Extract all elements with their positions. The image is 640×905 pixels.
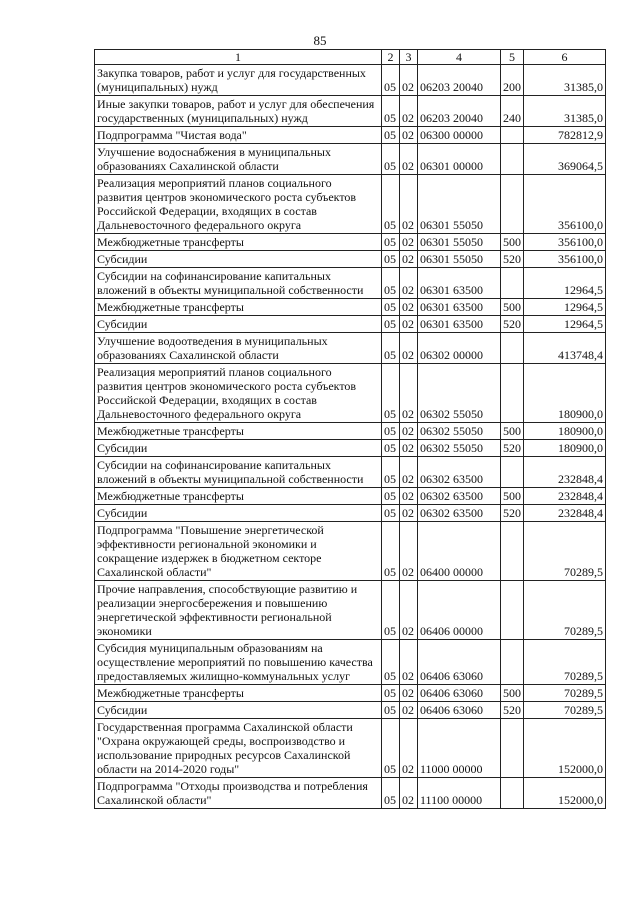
page-number: 85 (313, 33, 327, 48)
row-subsection: 02 (400, 581, 418, 640)
row-target-code: 06301 55050 (418, 251, 501, 268)
row-amount: 31385,0 (524, 65, 606, 96)
row-subsection: 02 (400, 488, 418, 505)
row-amount: 356100,0 (524, 234, 606, 251)
row-expense-type: 520 (501, 702, 524, 719)
table-row (95, 268, 606, 299)
row-name: Государственная программа Сахалинской области "Охрана окружающей среды, воспроизводство и использование природных ресурсов Сахалинской области на 2014-2020 годы" (95, 719, 382, 778)
table-row (95, 316, 606, 333)
row-amount: 180900,0 (524, 364, 606, 423)
row-amount: 70289,5 (524, 581, 606, 640)
table-row (95, 685, 606, 702)
table-row (95, 719, 606, 778)
row-name: Субсидии (95, 505, 382, 522)
row-expense-type (501, 364, 524, 423)
row-target-code: 11000 00000 (418, 719, 501, 778)
row-amount: 232848,4 (524, 457, 606, 488)
row-target-code: 06406 63060 (418, 640, 501, 685)
table-row (95, 175, 606, 234)
row-amount: 369064,5 (524, 144, 606, 175)
row-subsection: 02 (400, 702, 418, 719)
row-expense-type: 500 (501, 423, 524, 440)
row-name: Прочие направления, способствующие развитию и реализации энергосбережения и повышению энергетической эффективности региональной экономики (95, 581, 382, 640)
row-section: 05 (382, 488, 400, 505)
row-amount: 413748,4 (524, 333, 606, 364)
row-amount: 12964,5 (524, 268, 606, 299)
row-target-code: 06302 63500 (418, 505, 501, 522)
row-section: 05 (382, 440, 400, 457)
row-target-code: 06301 55050 (418, 234, 501, 251)
row-amount: 70289,5 (524, 640, 606, 685)
table-row (95, 488, 606, 505)
row-expense-type: 520 (501, 316, 524, 333)
row-subsection: 02 (400, 144, 418, 175)
row-section: 05 (382, 144, 400, 175)
row-subsection: 02 (400, 522, 418, 581)
row-amount: 356100,0 (524, 251, 606, 268)
row-name: Реализация мероприятий планов социального развития центров экономического роста субъектов Российской Федерации, входящих в состав Дальневосточного федерального округа (95, 175, 382, 234)
row-section: 05 (382, 175, 400, 234)
table-row (95, 423, 606, 440)
table-row (95, 640, 606, 685)
row-expense-type: 520 (501, 440, 524, 457)
row-name: Субсидии на софинансирование капитальных вложений в объекты муниципальной собственности (95, 268, 382, 299)
row-section: 05 (382, 364, 400, 423)
row-expense-type (501, 333, 524, 364)
row-target-code: 06302 55050 (418, 440, 501, 457)
row-subsection: 02 (400, 127, 418, 144)
header-row (95, 50, 606, 65)
row-target-code: 11100 00000 (418, 778, 501, 809)
row-target-code: 06301 00000 (418, 144, 501, 175)
row-section: 05 (382, 457, 400, 488)
row-target-code: 06203 20040 (418, 65, 501, 96)
row-subsection: 02 (400, 299, 418, 316)
row-section: 05 (382, 522, 400, 581)
row-subsection: 02 (400, 505, 418, 522)
row-section: 05 (382, 96, 400, 127)
row-section: 05 (382, 333, 400, 364)
row-amount: 152000,0 (524, 719, 606, 778)
row-amount: 356100,0 (524, 175, 606, 234)
row-name: Улучшение водоотведения в муниципальных образованиях Сахалинской области (95, 333, 382, 364)
row-name: Межбюджетные трансферты (95, 234, 382, 251)
row-name: Подпрограмма "Отходы производства и потребления Сахалинской области" (95, 778, 382, 809)
row-subsection: 02 (400, 364, 418, 423)
row-amount: 70289,5 (524, 522, 606, 581)
row-name: Субсидии на софинансирование капитальных вложений в объекты муниципальной собственности (95, 457, 382, 488)
table-row (95, 457, 606, 488)
table-row (95, 96, 606, 127)
row-name: Межбюджетные трансферты (95, 423, 382, 440)
row-target-code: 06406 63060 (418, 702, 501, 719)
row-section: 05 (382, 719, 400, 778)
row-expense-type (501, 144, 524, 175)
row-subsection: 02 (400, 175, 418, 234)
row-name: Субсидии (95, 702, 382, 719)
row-section: 05 (382, 702, 400, 719)
row-subsection: 02 (400, 234, 418, 251)
row-expense-type (501, 640, 524, 685)
row-name: Реализация мероприятий планов социального развития центров экономического роста субъектов Российской Федерации, входящих в состав Дальневосточного федерального округа (95, 364, 382, 423)
table-row (95, 144, 606, 175)
row-section: 05 (382, 423, 400, 440)
row-subsection: 02 (400, 440, 418, 457)
row-subsection: 02 (400, 333, 418, 364)
row-expense-type: 200 (501, 65, 524, 96)
row-section: 05 (382, 778, 400, 809)
row-expense-type: 500 (501, 299, 524, 316)
row-expense-type (501, 175, 524, 234)
row-amount: 12964,5 (524, 316, 606, 333)
table-row (95, 778, 606, 809)
row-expense-type: 500 (501, 234, 524, 251)
table-row (95, 364, 606, 423)
row-name: Субсидия муниципальным образованиям на осуществление мероприятий по повышению качества предоставляемых жилищно-коммунальных услуг (95, 640, 382, 685)
row-amount: 31385,0 (524, 96, 606, 127)
row-amount: 12964,5 (524, 299, 606, 316)
row-subsection: 02 (400, 457, 418, 488)
row-subsection: 02 (400, 719, 418, 778)
table-row (95, 65, 606, 96)
row-expense-type (501, 522, 524, 581)
row-section: 05 (382, 581, 400, 640)
row-name: Субсидии (95, 251, 382, 268)
row-expense-type: 500 (501, 488, 524, 505)
table-row (95, 440, 606, 457)
row-expense-type (501, 457, 524, 488)
row-section: 05 (382, 505, 400, 522)
row-name: Субсидии (95, 440, 382, 457)
row-target-code: 06301 55050 (418, 175, 501, 234)
row-target-code: 06302 00000 (418, 333, 501, 364)
row-expense-type: 240 (501, 96, 524, 127)
row-subsection: 02 (400, 316, 418, 333)
table-row (95, 333, 606, 364)
row-name: Закупка товаров, работ и услуг для государственных (муниципальных) нужд (95, 65, 382, 96)
row-section: 05 (382, 685, 400, 702)
row-section: 05 (382, 65, 400, 96)
row-subsection: 02 (400, 65, 418, 96)
row-subsection: 02 (400, 268, 418, 299)
row-target-code: 06301 63500 (418, 316, 501, 333)
row-target-code: 06400 00000 (418, 522, 501, 581)
row-expense-type (501, 268, 524, 299)
budget-table (94, 49, 606, 809)
table-row (95, 251, 606, 268)
row-section: 05 (382, 268, 400, 299)
row-amount: 232848,4 (524, 505, 606, 522)
header-vr: 5 (501, 50, 524, 65)
row-section: 05 (382, 234, 400, 251)
row-subsection: 02 (400, 423, 418, 440)
row-subsection: 02 (400, 778, 418, 809)
row-expense-type (501, 778, 524, 809)
table-row (95, 505, 606, 522)
row-expense-type (501, 581, 524, 640)
row-expense-type: 500 (501, 685, 524, 702)
row-amount: 70289,5 (524, 702, 606, 719)
row-expense-type: 520 (501, 251, 524, 268)
row-name: Подпрограмма "Повышение энергетической эффективности региональной экономики и сокращение издержек в бюджетном секторе Сахалинской области" (95, 522, 382, 581)
row-target-code: 06302 63500 (418, 457, 501, 488)
row-amount: 180900,0 (524, 423, 606, 440)
row-amount: 232848,4 (524, 488, 606, 505)
row-amount: 180900,0 (524, 440, 606, 457)
row-expense-type: 520 (501, 505, 524, 522)
row-name: Подпрограмма "Чистая вода" (95, 127, 382, 144)
row-name: Улучшение водоснабжения в муниципальных образованиях Сахалинской области (95, 144, 382, 175)
row-target-code: 06301 63500 (418, 299, 501, 316)
table-row (95, 522, 606, 581)
row-target-code: 06406 63060 (418, 685, 501, 702)
row-target-code: 06302 63500 (418, 488, 501, 505)
table-row (95, 299, 606, 316)
table-row (95, 234, 606, 251)
row-subsection: 02 (400, 251, 418, 268)
row-name: Межбюджетные трансферты (95, 299, 382, 316)
row-target-code: 06302 55050 (418, 423, 501, 440)
row-expense-type (501, 127, 524, 144)
row-amount: 782812,9 (524, 127, 606, 144)
row-section: 05 (382, 127, 400, 144)
header-pr: 3 (400, 50, 418, 65)
row-section: 05 (382, 251, 400, 268)
row-section: 05 (382, 316, 400, 333)
row-subsection: 02 (400, 640, 418, 685)
row-target-code: 06302 55050 (418, 364, 501, 423)
row-expense-type (501, 719, 524, 778)
row-name: Субсидии (95, 316, 382, 333)
row-name: Межбюджетные трансферты (95, 685, 382, 702)
row-amount: 70289,5 (524, 685, 606, 702)
table-row (95, 581, 606, 640)
row-subsection: 02 (400, 685, 418, 702)
row-target-code: 06203 20040 (418, 96, 501, 127)
table-row (95, 702, 606, 719)
row-target-code: 06406 00000 (418, 581, 501, 640)
row-name: Межбюджетные трансферты (95, 488, 382, 505)
row-section: 05 (382, 299, 400, 316)
header-sum: 6 (524, 50, 606, 65)
row-amount: 152000,0 (524, 778, 606, 809)
row-target-code: 06301 63500 (418, 268, 501, 299)
row-subsection: 02 (400, 96, 418, 127)
row-section: 05 (382, 640, 400, 685)
header-name: 1 (95, 50, 382, 65)
row-name: Иные закупки товаров, работ и услуг для обеспечения государственных (муниципальных) нужд (95, 96, 382, 127)
header-csr: 4 (418, 50, 501, 65)
table-row (95, 127, 606, 144)
row-target-code: 06300 00000 (418, 127, 501, 144)
header-rz: 2 (382, 50, 400, 65)
